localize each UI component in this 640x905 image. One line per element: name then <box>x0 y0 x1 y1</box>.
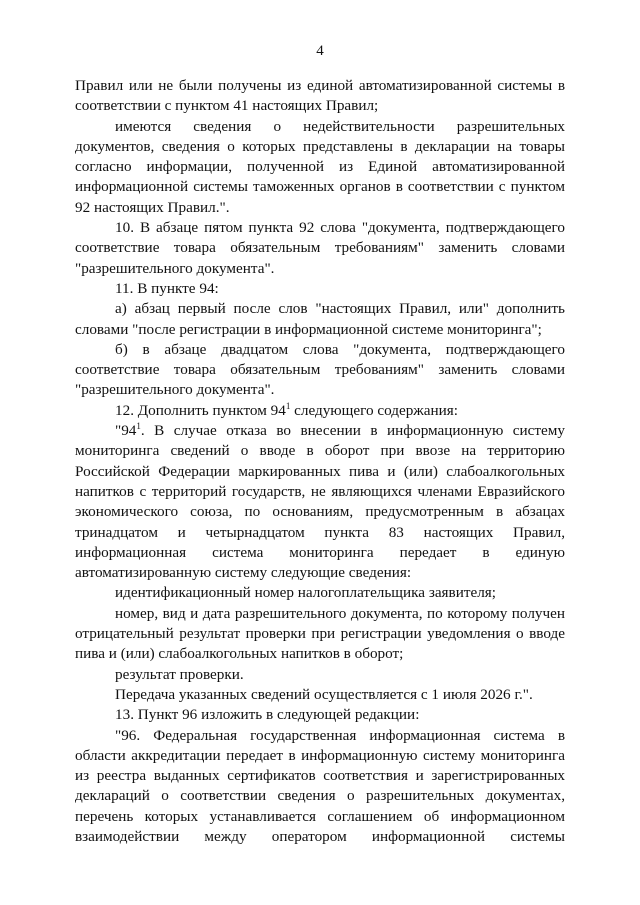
paragraph-item-11a: а) абзац первый после слов "настоящих Правил, или" дополнить словами "после регистрации в информационной системе мониторинга"; <box>75 300 565 338</box>
paragraph-item-94-1-post: . В случае отказа во внесении в информационную систему мониторинга сведений о вводе в оборот при ввозе на территорию Российской Федерации маркированных пива и (или) слабоалкогольных напитков с территорий государств, не являющихся членами Евразийского экономического союза, по основаниям, предусмотренным в абзацах тринадцатом и четырнадцатом пункта 83 настоящих Правил, информационная система мониторинга передает в единую автоматизированную систему следующие сведения: <box>75 422 565 582</box>
paragraph-item-12 <box>75 401 565 421</box>
paragraph-check-result: результат проверки. <box>115 665 244 683</box>
paragraph-item-11b: б) в абзаце двадцатом слова "документа, подтверждающего соответствие товара обязательным требованиям" заменить словами "разрешительного документа". <box>75 340 565 399</box>
paragraph-item-12-pre: 12. Дополнить пунктом 94 <box>115 401 286 419</box>
paragraph-document-number: номер, вид и дата разрешительного документа, по которому получен отрицательный результат проверки при регистрации уведомления о вводе пива и (или) слабоалкогольных напитков в оборот; <box>75 604 565 663</box>
paragraph-item-94-1-pre: "94 <box>115 422 137 440</box>
paragraph-item-12-post: следующего содержания: <box>290 401 458 419</box>
superscript-1: 1 <box>136 421 141 432</box>
paragraph-item-94-1 <box>75 421 565 583</box>
paragraph-transfer-date: Передача указанных сведений осуществляется с 1 июля 2026 г.". <box>115 685 533 703</box>
paragraph-inn: идентификационный номер налогоплательщика заявителя; <box>115 584 497 602</box>
page-number: 4 <box>316 43 324 59</box>
paragraph-invalid-documents: имеются сведения о недействительности разрешительных документов, сведения о которых представлены в декларации на товары согласно информации, полученной из Единой автоматизированной информационной системы таможенных органов в соответствии с пунктом 92 настоящих Правил.". <box>75 117 565 216</box>
paragraph-item-11: 11. В пункте 94: <box>115 279 219 297</box>
document-body <box>75 76 565 847</box>
paragraph-item-96: "96. Федеральная государственная информационная система в области аккредитации передает в информационную систему мониторинга из реестра выданных сертификатов соответствия и зарегистрированных деклараций о соответствии сведения о разрешительных документах, перечень которых устанавливается соглашением об информационном взаимодействии между оператором информационной системы <box>75 726 565 845</box>
superscript-1: 1 <box>285 400 291 411</box>
paragraph-item-13: 13. Пункт 96 изложить в следующей редакции: <box>115 706 420 724</box>
paragraph-item-10: 10. В абзаце пятом пункта 92 слова "документа, подтверждающего соответствие товара обязательным требованиям" заменить словами "разрешительного документа". <box>75 219 565 277</box>
paragraph-continuation: Правил или не были получены из единой автоматизированной системы в соответствии с пунктом 41 настоящих Правил; <box>75 77 565 115</box>
